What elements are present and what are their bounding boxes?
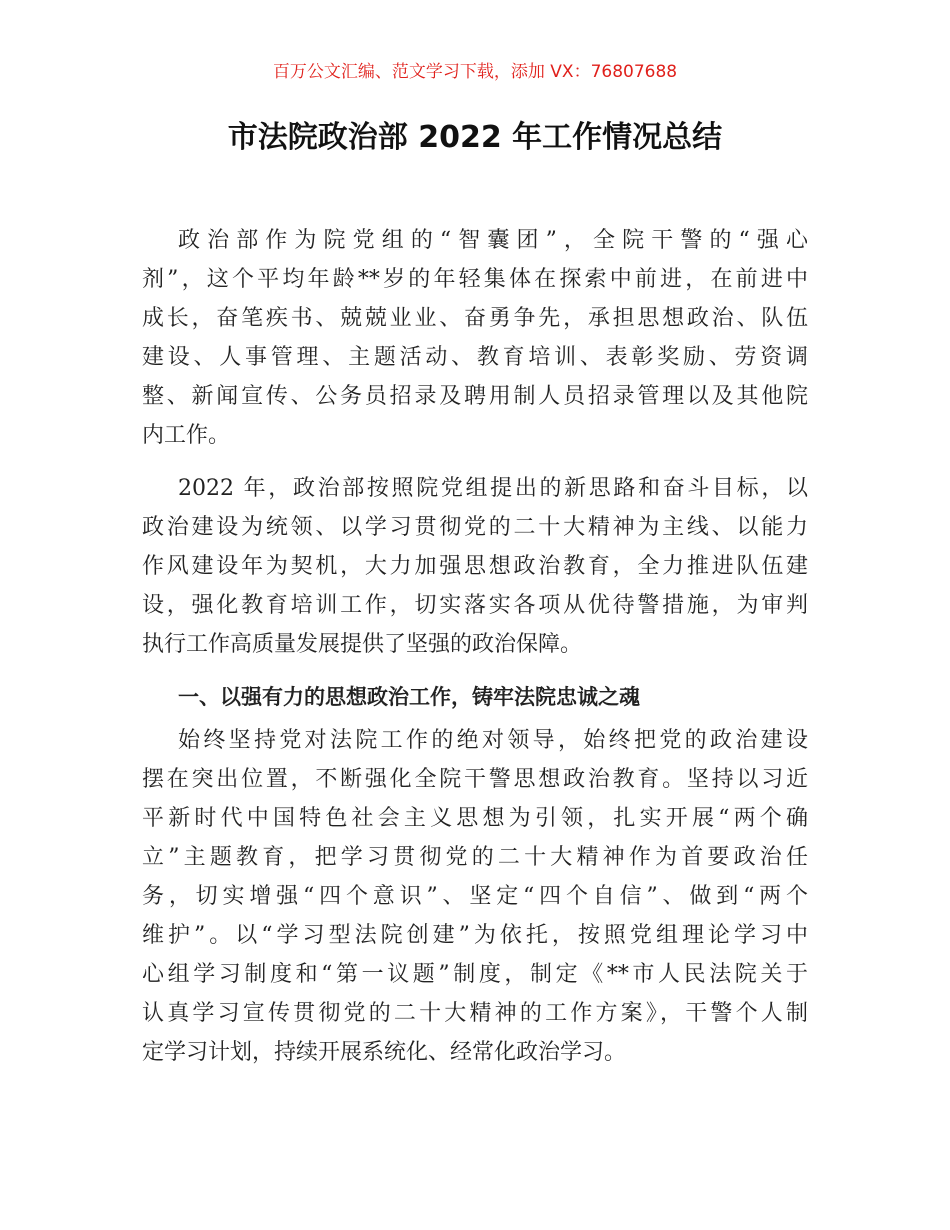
text-line: 维护”。以“学习型法院创建”为依托，按照党组理论学习中 (142, 923, 808, 948)
text-line: 2022 年，政治部按照院党组提出的新思路和奋斗目标，以 (178, 476, 808, 501)
text-line: 作风建设年为契机，大力加强思想政治教育，全力推进队伍建 (142, 554, 808, 579)
document-title: 市法院政治部 2022 年工作情况总结 (227, 120, 723, 155)
text-line: 政治部作为院党组的“智囊团”，全院干警的“强心 (178, 228, 808, 253)
text-line: 执行工作高质量发展提供了坚强的政治保障。 (142, 632, 583, 657)
text-line: 平新时代中国特色社会主义思想为引领，扎实开展“两个确 (142, 806, 808, 831)
text-line: 整、新闻宣传、公务员招录及聘用制人员招录管理以及其他院 (142, 384, 808, 409)
text-line: 内工作。 (142, 423, 231, 448)
text-line: 剂”，这个平均年龄**岁的年轻集体在探索中前进，在前进中 (142, 267, 808, 292)
text-line: 建设、人事管理、主题活动、教育培训、表彰奖励、劳资调 (142, 345, 808, 370)
text-line: 务，切实增强“四个意识”、坚定“四个自信”、做到“两个 (142, 884, 808, 909)
text-line: 始终坚持党对法院工作的绝对领导，始终把党的政治建设 (178, 728, 808, 753)
text-line: 认真学习宣传贯彻党的二十大精神的工作方案》，干警个人制 (142, 1001, 808, 1026)
paragraph-section-1 (142, 721, 808, 1072)
text-line: 设，强化教育培训工作，切实落实各项从优待警措施，为审判 (142, 593, 808, 618)
text-line: 政治建设为统领、以学习贯彻党的二十大精神为主线、以能力 (142, 515, 808, 540)
text-line: 摆在突出位置，不断强化全院干警思想政治教育。坚持以习近 (142, 767, 808, 792)
text-line: 一、以强有力的思想政治工作，铸牢法院忠诚之魂 (178, 685, 640, 709)
header-banner: 百万公文汇编、范文学习下载，添加 VX：76807688 (272, 62, 678, 82)
text-line: 心组学习制度和“第一议题”制度，制定《**市人民法院关于 (142, 962, 808, 987)
section-heading-1 (142, 678, 808, 717)
text-line: 成长，奋笔疾书、兢兢业业、奋勇争先，承担思想政治、队伍 (142, 306, 808, 331)
paragraph-overview (142, 469, 808, 664)
document-body (142, 221, 808, 1086)
paragraph-intro (142, 221, 808, 455)
text-line: 定学习计划，持续开展系统化、经常化政治学习。 (142, 1040, 627, 1065)
text-line: 立”主题教育，把学习贯彻党的二十大精神作为首要政治任 (142, 845, 808, 870)
